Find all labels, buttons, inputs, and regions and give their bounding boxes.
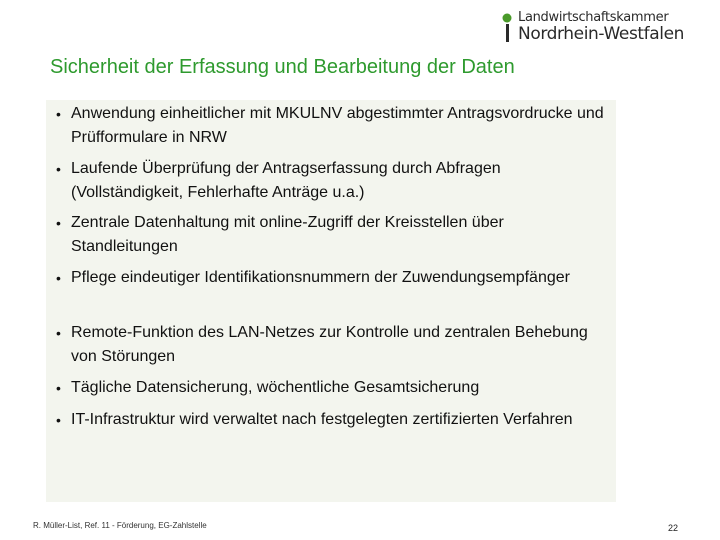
leaf-logo-icon [502, 12, 514, 44]
bullet-text: Remote-Funktion des LAN-Netzes zur Kontrolle und zentralen Behebung von Störungen [71, 324, 588, 365]
bullet-item [56, 321, 606, 369]
bullet-dot: • [56, 215, 61, 231]
bullet-dot: • [56, 270, 61, 286]
logo-line2: Nordrhein-Westfalen [518, 24, 685, 44]
bullet-item [56, 102, 606, 150]
bullet-dot: • [56, 325, 61, 341]
bullet-item [56, 376, 606, 400]
bullet-text: Anwendung einheitlicher mit MKULNV abgestimmter Antragsvordrucke und Prüfformulare in NRW [71, 105, 604, 146]
bullet-text: IT-Infrastruktur wird verwaltet nach festgelegten zertifizierten Verfahren [71, 411, 573, 428]
bullet-text: Tägliche Datensicherung, wöchentliche Gesamtsicherung [71, 379, 480, 396]
bullet-text: Zentrale Datenhaltung mit online-Zugriff der Kreisstellen über Standleitungen [71, 214, 504, 255]
logo-line1: Landwirtschaftskammer [518, 10, 669, 25]
slide-title: Sicherheit der Erfassung und Bearbeitung der Daten [50, 56, 515, 78]
content-panel [46, 100, 616, 502]
bullet-text: Laufende Überprüfung der Antragserfassung durch Abfragen (Vollständigkeit, Fehlerhafte Anträge u.a.) [71, 160, 501, 201]
bullet-dot: • [56, 106, 61, 122]
bullet-item [56, 266, 606, 290]
logo [502, 10, 684, 46]
footer-author: R. Müller-List, Ref. 11 - Förderung, EG-Zahlstelle [33, 521, 207, 530]
bullet-dot: • [56, 161, 61, 177]
page-number: 22 [668, 523, 679, 533]
bullet-item [56, 408, 606, 432]
bullet-text: Pflege eindeutiger Identifikationsnummern der Zuwendungsempfänger [71, 269, 570, 286]
bullet-item [56, 211, 606, 259]
bullet-dot: • [56, 380, 61, 396]
bullet-dot: • [56, 412, 61, 428]
bullet-item [56, 157, 606, 205]
